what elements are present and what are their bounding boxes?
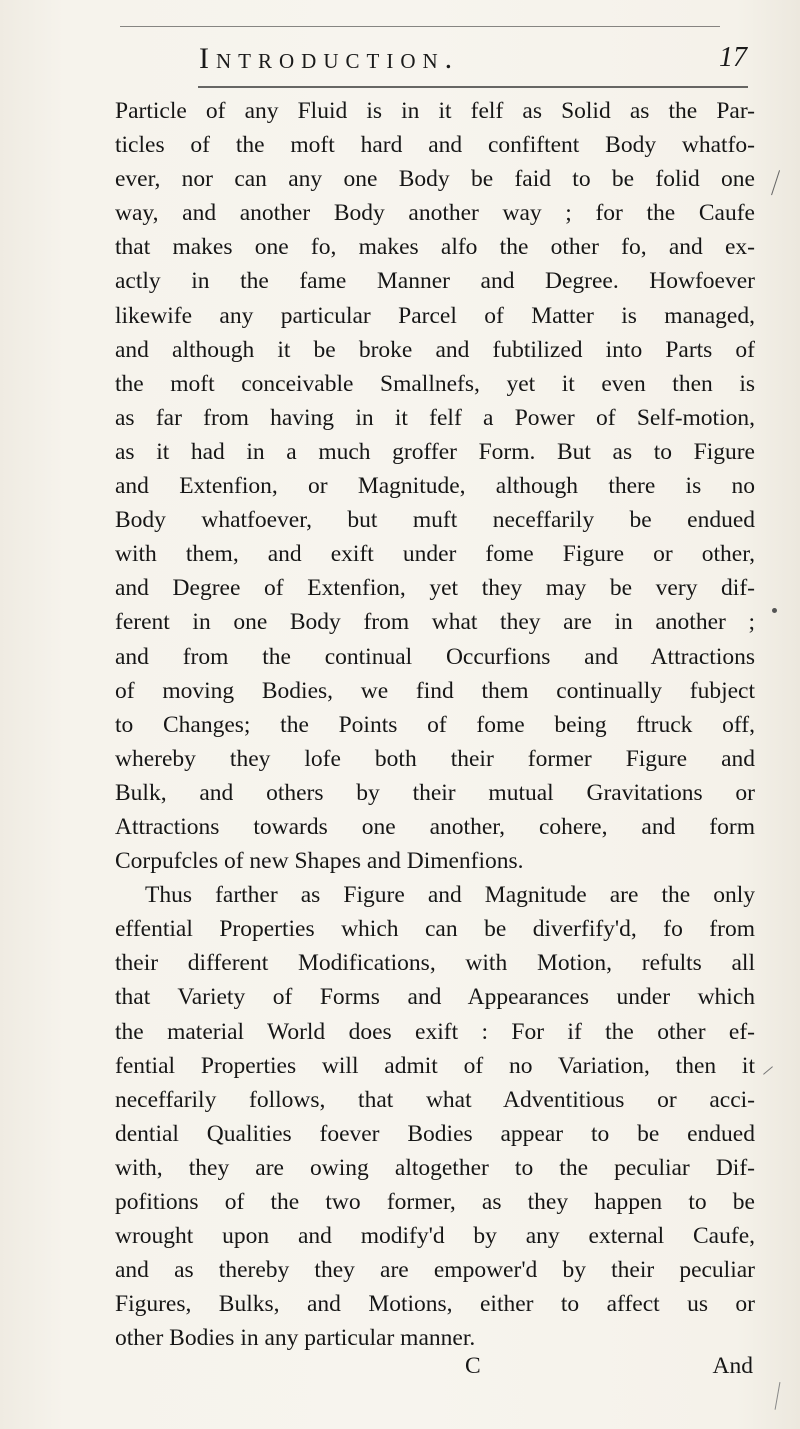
text-line: and Extenfion, or Magnitude, although there is no [115,473,755,500]
text-line: ferent in one Body from what they are in another ; [115,609,755,636]
running-head-rule [198,86,748,88]
text-line: and as thereby they are empower'd by their peculiar [115,1257,755,1284]
text-line: and although it be broke and fubtilized into Parts of [115,336,755,363]
text-line: likewife any particular Parcel of Matter is managed, [115,302,755,329]
text-line: Thus farther as Figure and Magnitude are the only [145,882,755,909]
text-line: neceffarily follows, that what Adventitious or acci- [115,1086,755,1113]
page-number: 17 [719,42,747,73]
text-line: Attractions towards one another, cohere, and form [115,813,755,840]
text-line: and from the continual Occurfions and Attractions [115,643,755,670]
signature-mark: C [465,1353,481,1379]
catchword: And [712,1353,753,1379]
text-line: other Bodies in any particular manner. [115,1325,476,1352]
text-line: that Variety of Forms and Appearances under which [115,984,755,1011]
running-head-title: Introduction. [199,42,460,75]
text-line: as it had in a much groffer Form. But as to Figure [115,438,755,465]
text-line: Figures, Bulks, and Motions, either to affect us or [115,1291,755,1318]
margin-edge-mark [775,1382,782,1410]
text-line: Bulk, and others by their mutual Gravitations or [115,779,755,806]
text-line: ever, nor can any one Body be faid to be folid one [115,166,755,193]
text-line: dential Qualities foever Bodies appear to be endued [115,1120,755,1147]
page-footer [115,1353,755,1387]
margin-ink-dot [772,608,777,613]
body-text [115,94,755,1355]
text-line: way, and another Body another way ; for the Caufe [115,200,755,227]
text-line: of moving Bodies, we find them continually fubject [115,677,755,704]
text-line: that makes one fo, makes alfo the other fo, and ex- [115,234,755,261]
top-edge-rule [120,26,720,27]
text-line: with them, and exift under fome Figure or other, [115,541,755,568]
text-line: pofitions of the two former, as they happen to be [115,1189,755,1215]
text-line: their different Modifications, with Motion, refults all [115,950,755,977]
text-line: the material World does exift : For if the other ef- [115,1018,755,1045]
margin-pencil-mark [771,170,782,196]
text-line: actly in the fame Manner and Degree. Howfoever [115,268,755,295]
text-line: ticles of the moft hard and confiftent Body whatfo- [115,132,755,159]
text-line: to Changes; the Points of fome being ftruck off, [115,711,755,738]
text-line: Corpufcles of new Shapes and Dimenfions. [115,848,524,875]
running-head [195,40,755,84]
text-line: Body whatfoever, but muft neceffarily be endued [115,507,755,534]
text-line: the moft conceivable Smallnefs, yet it even then is [115,370,755,397]
text-line: and Degree of Extenfion, yet they may be very dif- [115,575,755,602]
text-line: as far from having in it felf a Power of Self-motion, [115,404,755,431]
text-line: whereby they lofe both their former Figure and [115,745,755,772]
text-line: wrought upon and modify'd by any external Caufe, [115,1223,755,1250]
text-line: with, they are owing altogether to the peculiar Dif- [115,1154,755,1181]
text-line: fential Properties will admit of no Variation, then it [115,1052,755,1079]
margin-tick-mark [763,1066,773,1074]
text-line: Particle of any Fluid is in it felf as Solid as the Par- [115,98,755,124]
text-line: effential Properties which can be diverfify'd, fo from [115,916,755,943]
